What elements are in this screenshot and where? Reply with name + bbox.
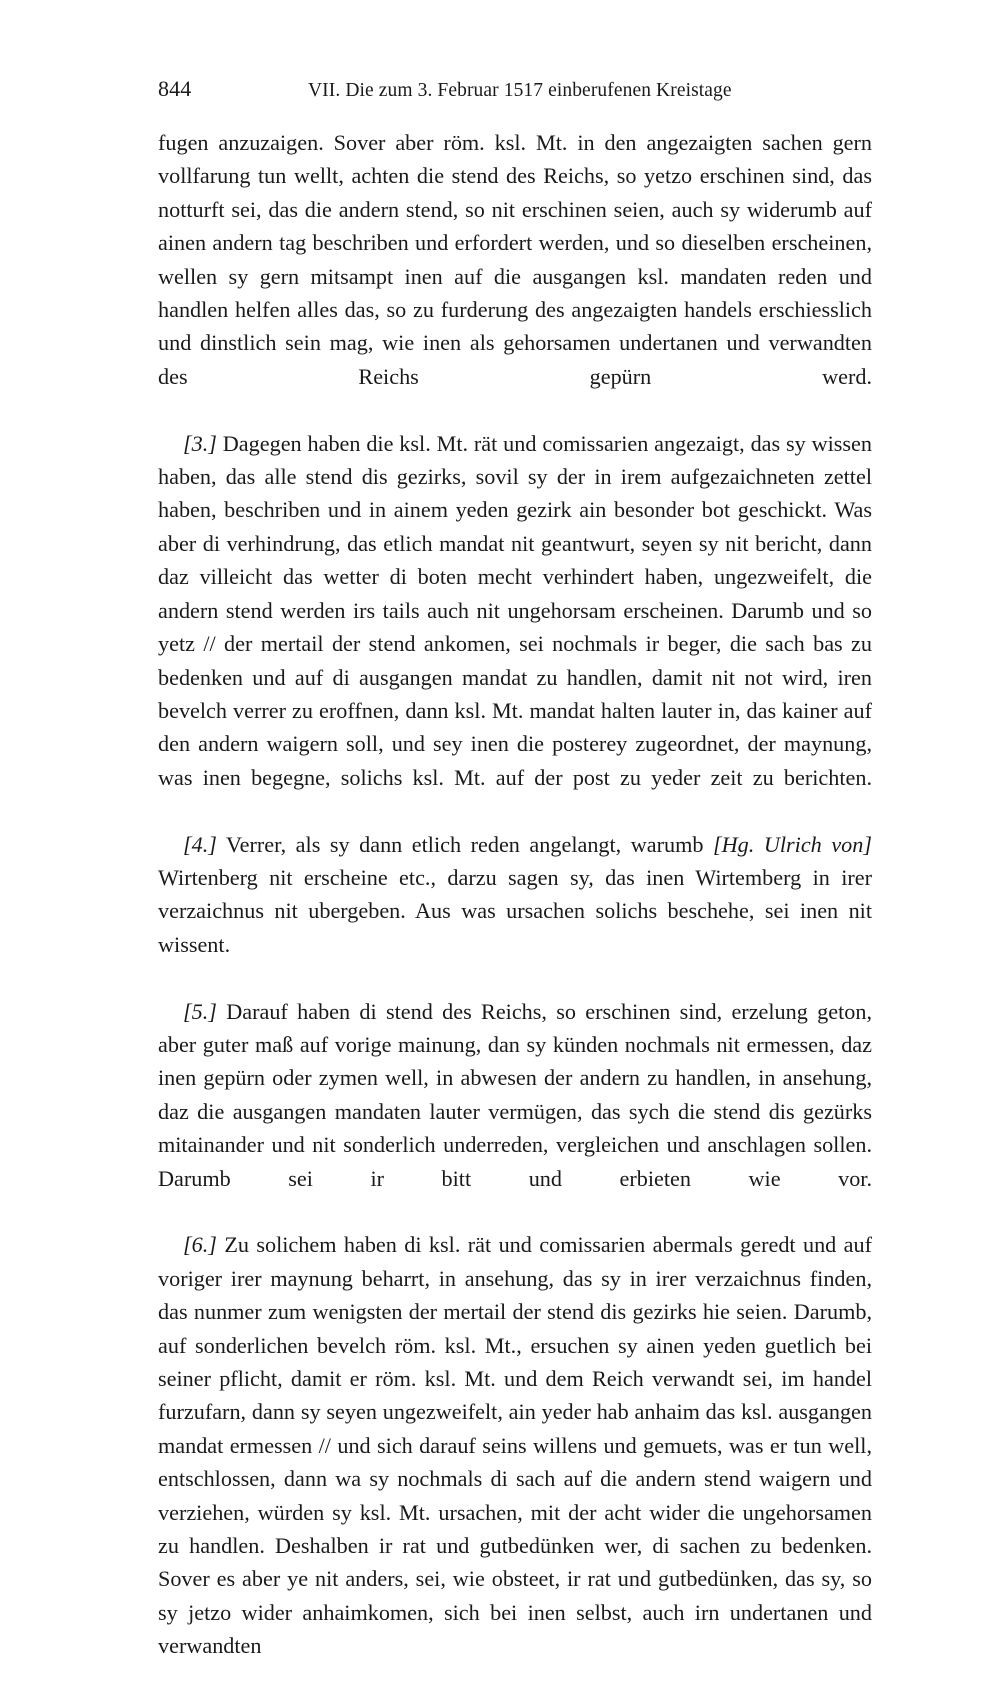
paragraph-text: fugen anzuzaigen. Sover aber röm. ksl. Mt. in den angezaigten sachen gern vollfarung tun wellt, achten die stend des Reichs, so yetzo erschinen sind, das notturft sei, das die andern stend, so nit erschinen seien, auch sy widerumb auf ainen andern tag beschriben und erfordert werden, und so dieselben erscheinen, wellen sy gern mitsampt inen auf die ausgangen ksl. mandaten reden und handlen helfen alles das, so zu furderung des angezaigten handels erschiesslich und dinstlich sein mag, wie inen als gehorsamen undertanen und verwandten des Reichs gepürn werd.	[158, 130, 872, 389]
section-marker-3: [3.]	[183, 430, 217, 456]
section-marker-4: [4.]	[183, 831, 217, 857]
paragraph-4	[158, 828, 872, 995]
section-marker-5: [5.]	[183, 998, 217, 1024]
body-text	[158, 126, 872, 1696]
editorial-note-ulrich-von: [Hg. Ulrich von]	[713, 831, 872, 857]
paragraph-5	[158, 995, 872, 1229]
paragraph-text-before-editorial-note: Verrer, als sy dann etlich reden angelangt, warumb	[216, 831, 714, 857]
paragraph-text: Dagegen haben die ksl. Mt. rät und comissarien angezaigt, das sy wissen haben, das alle stend dis gezirks, sovil sy der in irem aufgezaichneten zettel haben, beschriben und in ainem yeden gezirk ain besonder bot geschickt. Was aber di verhindrung, das etlich mandat nit geantwurt, seyen sy nit bericht, dann daz villeicht das wetter di boten mecht verhindert haben, ungezweifelt, die andern stend werden irs tails auch nit ungehorsam erscheinen. Darumb und so yetz // der mertail der stend ankomen, sei nochmals ir beger, die sach bas zu bedenken und auf di ausgangen mandat zu handlen, damit nit not wird, iren bevelch verrer zu eroffnen, dann ksl. Mt. mandat halten lauter in, das kainer auf den andern waigern soll, und sey inen die posterey zugeordnet, der maynung, was inen begegne, solichs ksl. Mt. auf der post zu yeder zeit zu berichten.	[158, 430, 872, 790]
running-head	[158, 76, 870, 104]
paragraph-text-after-editorial-note: Wirtenberg nit erscheine etc., darzu sagen sy, das inen Wirtemberg in irer verzaichnus nit ubergeben. Aus was ursachen solichs beschehe, sei inen nit wissent.	[158, 864, 872, 957]
section-marker-6: [6.]	[183, 1232, 217, 1258]
page-number: 844	[158, 76, 192, 101]
paragraph-3	[158, 427, 872, 828]
running-title: VII. Die zum 3. Februar 1517 einberufenen Kreistage	[308, 80, 732, 101]
paragraph-6	[158, 1228, 872, 1696]
paragraph-text: Zu solichem haben di ksl. rät und comissarien abermals geredt und auf voriger irer maynung beharrt, in ansehung, das sy in irer verzaichnus finden, das nunmer zum wenigsten der mertail der stend dis gezirks hie seien. Darumb, auf sonderlichen bevelch röm. ksl. Mt., ersuchen sy ainen yeden guetlich bei seiner pflicht, damit er röm. ksl. Mt. und dem Reich verwandt sei, im handel furzufarn, dann sy seyen ungezweifelt, ain yeder hab anhaim das ksl. ausgangen mandat ermessen // und sich darauf seins willens und gemuets, was er tun well, entschlossen, dann wa sy nochmals di sach auf die andern stend waigern und verziehen, würden sy ksl. Mt. ursachen, mit der acht wider die ungehorsamen zu handlen. Deshalben ir rat und gutbedünken wer, di sachen zu bedenken. Sover es aber ye nit anders, sei, wie obsteet, ir rat und gutbedünken, das sy, so sy jetzo wider anhaimkomen, sich bei inen selbst, auch irn undertanen und verwandten	[158, 1232, 872, 1659]
paragraph-continued	[158, 126, 872, 427]
paragraph-text: Darauf haben di stend des Reichs, so erschinen sind, erzelung geton, aber guter maß auf vorige mainung, dan sy künden nochmals nit ermessen, daz inen gepürn oder zymen well, in abwesen der andern zu handlen, in ansehung, daz die ausgangen mandaten lauter vermügen, das sych die stend dis gezürks mitainander und nit sonderlich underreden, vergleichen und anschlagen sollen. Darumb sei ir bitt und erbieten wie vor.	[158, 998, 872, 1191]
